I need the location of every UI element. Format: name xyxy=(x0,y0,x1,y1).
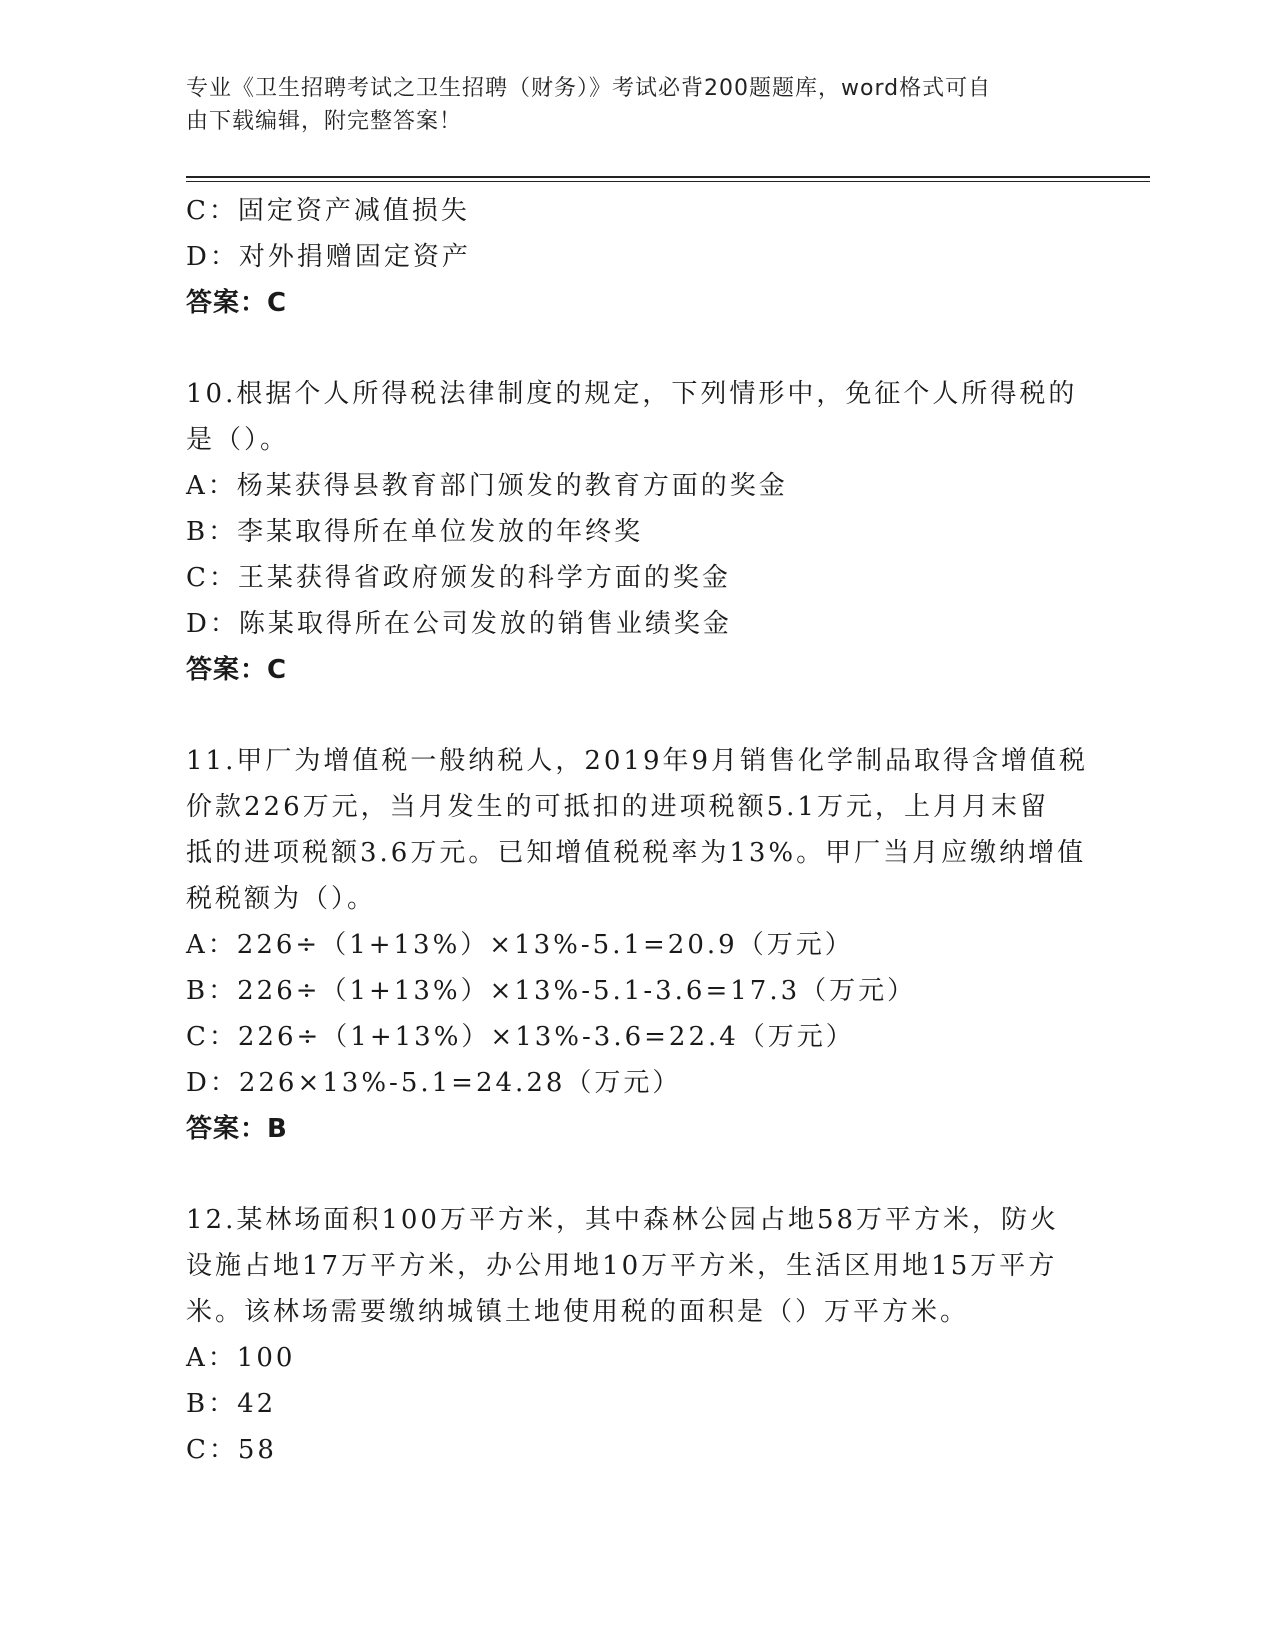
q12-stem-line: 12.某林场面积100万平方米，其中森林公园占地58万平方米，防火 xyxy=(186,1205,1060,1235)
q11-option-b: B：226÷（1+13%）×13%-5.1-3.6=17.3（万元） xyxy=(186,976,917,1006)
header-line-1: 专业《卫生招聘考试之卫生招聘（财务）》考试必背200题题库，word格式可自 xyxy=(186,76,992,101)
header-rule-thick xyxy=(186,176,1150,178)
question-gap xyxy=(186,693,1086,738)
q9-option-d: D：对外捐赠固定资产 xyxy=(186,242,471,272)
q10-option-d: D：陈某取得所在公司发放的销售业绩奖金 xyxy=(186,609,732,639)
q11-answer: 答案：B xyxy=(186,1114,288,1144)
question-9-tail xyxy=(186,188,1086,326)
q12-option-a: A：100 xyxy=(186,1343,296,1373)
q11-option-d: D：226×13%-5.1=24.28（万元） xyxy=(186,1068,682,1098)
header-rule-thin xyxy=(186,181,1150,182)
q10-stem-line: 10.根据个人所得税法律制度的规定，下列情形中，免征个人所得税的 xyxy=(186,379,1078,409)
q10-option-c: C：王某获得省政府颁发的科学方面的奖金 xyxy=(186,563,731,593)
q12-stem-line: 米。该林场需要缴纳城镇土地使用税的面积是（）万平方米。 xyxy=(186,1297,970,1327)
q10-stem-line: 是（）。 xyxy=(186,425,290,455)
question-11 xyxy=(186,738,1089,1152)
q11-stem-line: 11.甲厂为增值税一般纳税人，2019年9月销售化学制品取得含增值税 xyxy=(186,746,1089,776)
q9-answer: 答案：C xyxy=(186,288,288,318)
question-10 xyxy=(186,371,1086,693)
q11-option-a: A：226÷（1+13%）×13%-5.1=20.9（万元） xyxy=(186,930,854,960)
question-gap xyxy=(186,326,1086,371)
document-header xyxy=(186,72,1076,138)
q11-stem-line: 税税额为（）。 xyxy=(186,884,377,914)
header-line-2: 由下载编辑，附完整答案！ xyxy=(186,109,463,134)
q12-option-c: C：58 xyxy=(186,1435,277,1465)
q9-option-c: C：固定资产减值损失 xyxy=(186,196,470,226)
q12-stem-line: 设施占地17万平方米，办公用地10万平方米，生活区用地15万平方 xyxy=(186,1251,1058,1281)
q11-stem-line: 价款226万元，当月发生的可抵扣的进项税额5.1万元，上月月末留 xyxy=(186,792,1049,822)
q10-answer: 答案：C xyxy=(186,655,288,685)
q11-option-c: C：226÷（1+13%）×13%-3.6=22.4（万元） xyxy=(186,1022,855,1052)
q11-stem-line: 抵的进项税额3.6万元。已知增值税税率为13%。甲厂当月应缴纳增值 xyxy=(186,838,1087,868)
document-body xyxy=(186,188,1089,1473)
q10-option-a: A：杨某获得县教育部门颁发的教育方面的奖金 xyxy=(186,471,788,501)
q12-option-b: B：42 xyxy=(186,1389,277,1419)
q10-option-b: B：李某取得所在单位发放的年终奖 xyxy=(186,517,644,547)
question-12 xyxy=(186,1197,1086,1473)
question-gap xyxy=(186,1152,1086,1197)
